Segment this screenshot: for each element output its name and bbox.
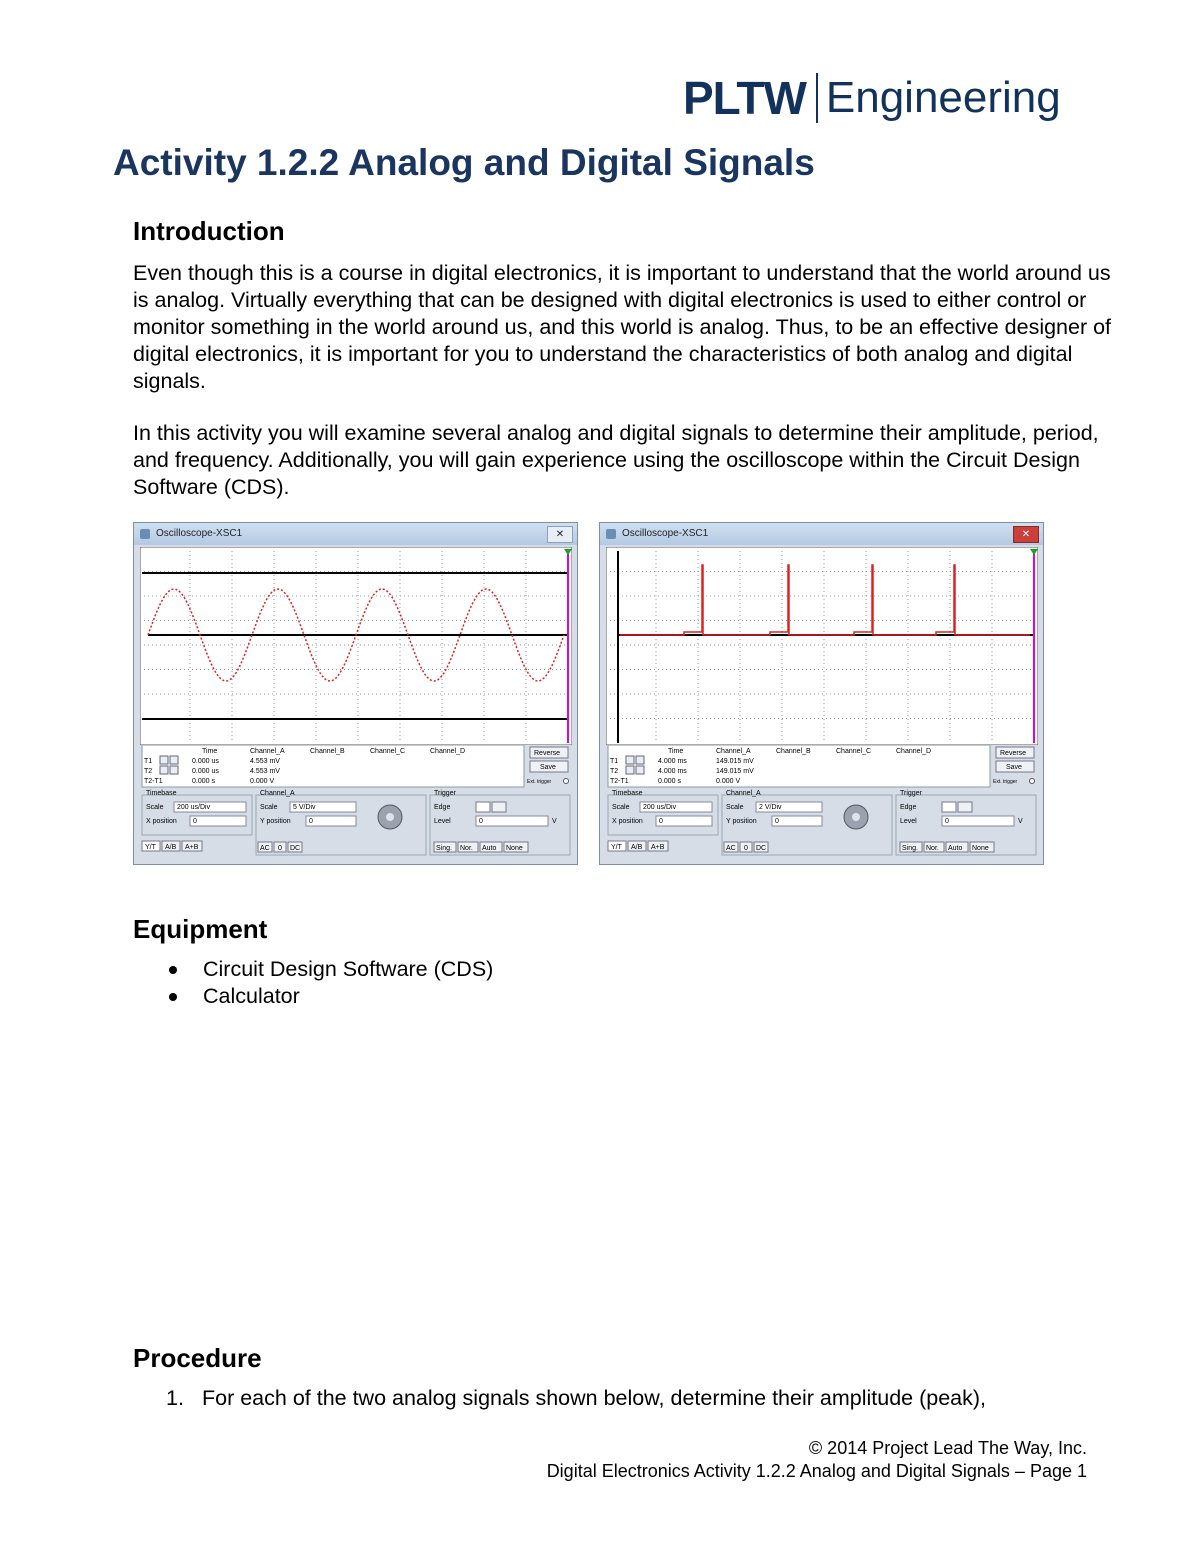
channel-scale-label: Scale: [726, 804, 744, 811]
close-button[interactable]: ✕: [547, 526, 573, 543]
t1-left-arrow-button[interactable]: [626, 756, 634, 764]
view-yt-label: Y/T: [145, 844, 156, 851]
save-label: Save: [1006, 764, 1022, 771]
reverse-label: Reverse: [1000, 750, 1027, 757]
timebase-scale-value: 200 us/Div: [643, 804, 677, 811]
row-label: T2: [144, 768, 153, 775]
channel-scale-value: 2 V/Div: [759, 804, 782, 811]
trigger-level-unit: V: [552, 818, 557, 825]
procedure-heading: Procedure: [133, 1343, 262, 1373]
readout-row-t1: [610, 756, 754, 765]
row-label: T2-T1: [610, 778, 629, 785]
y-position-value: 0: [775, 818, 779, 825]
ext-trigger-radio[interactable]: [1030, 779, 1035, 784]
trigger-mode-label: Auto: [482, 845, 497, 852]
y-position-value: 0: [309, 818, 313, 825]
rising-edge-button[interactable]: [476, 802, 490, 812]
channel-scale-value: 5 V/Div: [293, 804, 316, 811]
readout-header: Channel_D: [896, 748, 932, 755]
t1-channel-a: 4.553 mV: [250, 758, 280, 765]
trigger-level-unit: V: [1018, 818, 1023, 825]
diff-channel-a: 0.000 V: [250, 778, 275, 785]
readout-header: Channel_A: [716, 748, 751, 755]
trigger-level-label: Level: [434, 818, 451, 825]
trigger-mode-label: Auto: [948, 845, 963, 852]
trigger-mode-label: None: [972, 845, 989, 852]
knob-center: [852, 813, 860, 821]
reverse-label: Reverse: [534, 750, 561, 757]
window-title: Oscilloscope-XSC1: [156, 528, 243, 539]
window-title: Oscilloscope-XSC1: [622, 528, 709, 539]
t2-channel-a: 4.553 mV: [250, 768, 280, 775]
coupling-dc-label: DC: [756, 845, 767, 852]
trigger-label: Trigger: [900, 790, 922, 797]
window-titlebar: [600, 523, 1043, 545]
row-label: T2: [610, 768, 619, 775]
t1-time: 0.000 us: [192, 758, 219, 765]
timebase-xpos-label: X position: [146, 818, 177, 825]
x-position-input[interactable]: [190, 816, 246, 826]
t1-right-arrow-button[interactable]: [636, 756, 644, 764]
view-ab-label: A/B: [165, 844, 177, 851]
t2-right-arrow-button[interactable]: [170, 766, 178, 774]
readout-header: Channel_C: [370, 748, 406, 755]
ext-trigger-label: Ext. trigger: [993, 779, 1018, 785]
pltw-engineering-logo: [683, 70, 1061, 126]
list-item: Calculator: [160, 983, 493, 1010]
introduction-heading: Introduction: [133, 216, 285, 246]
close-button[interactable]: ✕: [1013, 526, 1039, 543]
row-label: T1: [144, 758, 153, 765]
coupling-ac-label: AC: [260, 845, 270, 852]
save-label: Save: [540, 764, 556, 771]
footer-copyright: © 2014 Project Lead The Way, Inc.: [808, 1438, 1087, 1458]
t1-time: 4.000 ms: [658, 758, 687, 765]
trigger-mode-label: Nor.: [926, 845, 939, 852]
x-position-value: 0: [193, 818, 197, 825]
readout-row-t2: [144, 766, 280, 775]
row-label: T1: [610, 758, 619, 765]
oscilloscope-screen: [606, 547, 1038, 745]
oscilloscope-window-digital: [599, 522, 1044, 865]
readout-header: Channel_B: [776, 748, 811, 755]
ext-trigger-radio[interactable]: [564, 779, 569, 784]
screen-background: [606, 547, 1038, 745]
diff-time: 0.000 s: [658, 778, 681, 785]
t1-left-arrow-button[interactable]: [160, 756, 168, 764]
list-item: Circuit Design Software (CDS): [160, 956, 493, 983]
t2-time: 4.000 ms: [658, 768, 687, 775]
oscilloscope-controls: [140, 745, 572, 861]
timebase-xpos-label: X position: [612, 818, 643, 825]
trigger-label: Trigger: [434, 790, 456, 797]
readout-header: Time: [202, 748, 218, 755]
oscilloscope-controls: [606, 745, 1038, 861]
trigger-mode-label: None: [506, 845, 523, 852]
t2-right-arrow-button[interactable]: [636, 766, 644, 774]
readout-header: Channel_B: [310, 748, 345, 755]
step-number: 1.: [166, 1386, 184, 1410]
t1-right-arrow-button[interactable]: [170, 756, 178, 764]
trigger-level-input[interactable]: [942, 816, 1014, 826]
channel-scale-label: Scale: [260, 804, 278, 811]
view-yt-label: Y/T: [611, 844, 622, 851]
channel-ypos-label: Y position: [260, 818, 291, 825]
coupling-ac-label: AC: [726, 845, 736, 852]
trigger-level-label: Level: [900, 818, 917, 825]
equipment-list: [160, 956, 493, 1010]
t2-time: 0.000 us: [192, 768, 219, 775]
readout-header: Channel_D: [430, 748, 466, 755]
equipment-heading: Equipment: [133, 914, 268, 944]
footer-page-info: Digital Electronics Activity 1.2.2 Analog and Digital Signals – Page 1: [546, 1461, 1087, 1481]
channel-ypos-label: Y position: [726, 818, 757, 825]
trigger-level-input[interactable]: [476, 816, 548, 826]
logo-product: Engineering: [825, 73, 1061, 122]
oscilloscope-screen: [140, 547, 572, 745]
timebase-label: Timebase: [146, 790, 177, 797]
channel-label: Channel_A: [726, 790, 761, 797]
y-position-input[interactable]: [772, 816, 822, 826]
window-titlebar: [134, 523, 577, 545]
timebase-scale-label: Scale: [146, 804, 164, 811]
view-a-plus-b-label: A+B: [185, 844, 199, 851]
falling-edge-button[interactable]: [492, 802, 506, 812]
logo-divider: [816, 73, 818, 123]
timebase-scale-label: Scale: [612, 804, 630, 811]
coupling-dc-label: DC: [290, 845, 301, 852]
step-text: For each of the two analog signals shown below, determine their amplitude (peak),: [202, 1386, 986, 1410]
coupling-zero-label: 0: [278, 845, 282, 852]
trigger-edge-label: Edge: [434, 804, 451, 811]
trigger-level-value: 0: [479, 818, 483, 825]
procedure-step-1: [166, 1385, 986, 1412]
trigger-mode-label: Nor.: [460, 845, 473, 852]
t1-channel-a: 149.015 mV: [716, 758, 754, 765]
timebase-label: Timebase: [612, 790, 643, 797]
readout-header: Channel_C: [836, 748, 872, 755]
ext-trigger-label: Ext. trigger: [527, 779, 552, 785]
view-a-plus-b-label: A+B: [651, 844, 665, 851]
channel-label: Channel_A: [260, 790, 295, 797]
oscilloscope-icon: [140, 529, 150, 539]
trigger-mode-label: Sing.: [436, 845, 452, 852]
rising-edge-button[interactable]: [942, 802, 956, 812]
coupling-zero-label: 0: [744, 845, 748, 852]
t2-left-arrow-button[interactable]: [626, 766, 634, 774]
t2-left-arrow-button[interactable]: [160, 766, 168, 774]
introduction-paragraph-2: In this activity you will examine several analog and digital signals to determine their amplitude, period, and frequency. Additionally, you will gain experience using the oscilloscope within the Circuit Design Software (CDS).: [133, 421, 1099, 499]
t2-channel-a: 149.015 mV: [716, 768, 754, 775]
diff-time: 0.000 s: [192, 778, 215, 785]
readout-row-t2: [610, 766, 754, 775]
trigger-edge-label: Edge: [900, 804, 917, 811]
knob-center: [386, 813, 394, 821]
oscilloscope-window-analog: [133, 522, 578, 865]
view-ab-label: A/B: [631, 844, 643, 851]
page-title: Activity 1.2.2 Analog and Digital Signals: [113, 142, 815, 183]
trigger-mode-label: Sing.: [902, 845, 918, 852]
timebase-scale-value: 200 us/Div: [177, 804, 211, 811]
trigger-level-value: 0: [945, 818, 949, 825]
introduction-paragraph-1: Even though this is a course in digital electronics, it is important to understand that the world around us is analog. Virtually everything that can be designed with digital electronics is used to either control or monitor something in the world around us, and this world is analog. Thus, to be an effective designer of digital electronics, it is important for you to understand the characteristics of both analog and digital signals.: [133, 261, 1112, 393]
oscilloscope-icon: [606, 529, 616, 539]
logo-brand: PLTW: [683, 72, 806, 124]
readout-row-t1: [144, 756, 280, 765]
falling-edge-button[interactable]: [958, 802, 972, 812]
readout-header: Time: [668, 748, 684, 755]
x-position-value: 0: [659, 818, 663, 825]
readout-header: Channel_A: [250, 748, 285, 755]
row-label: T2-T1: [144, 778, 163, 785]
y-position-input[interactable]: [306, 816, 356, 826]
diff-channel-a: 0.000 V: [716, 778, 741, 785]
x-position-input[interactable]: [656, 816, 712, 826]
